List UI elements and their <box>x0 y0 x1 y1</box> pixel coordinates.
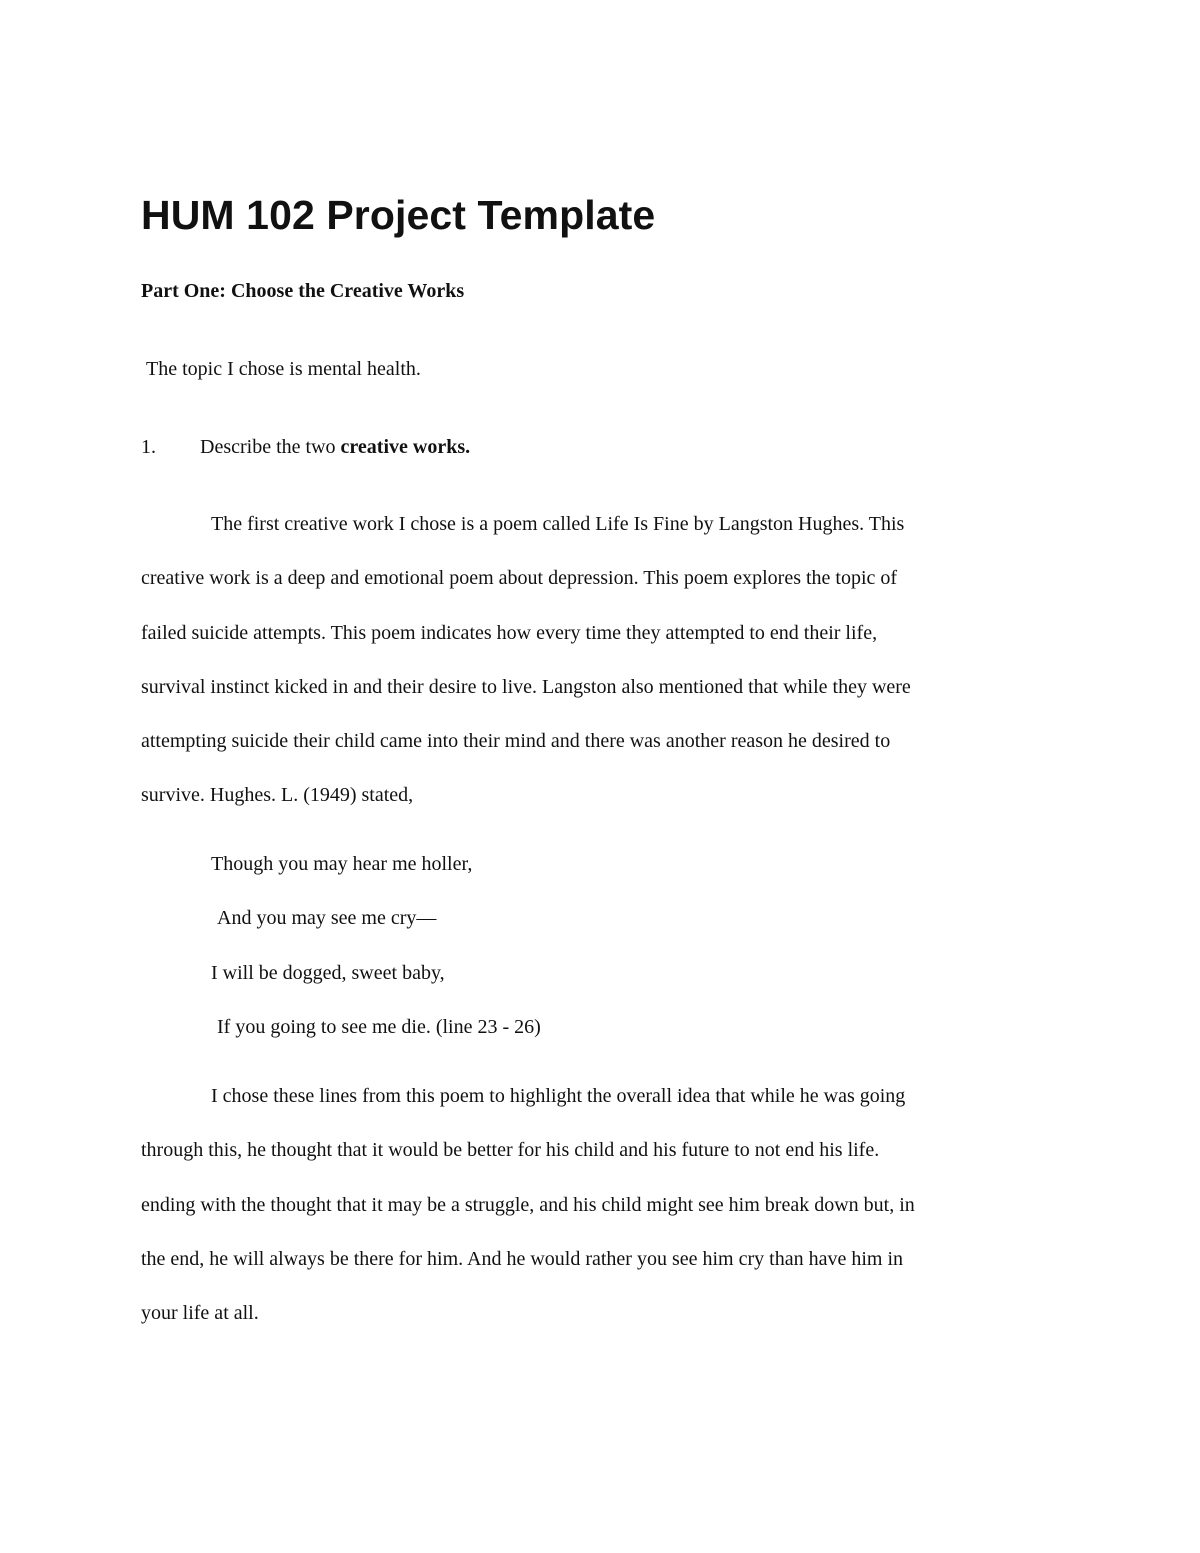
paragraph-creative-work-description <box>141 497 1061 823</box>
paragraph-line: through this, he thought that it would be better for his child and his future to not end his life. <box>141 1139 880 1162</box>
paragraph-line: failed suicide attempts. This poem indicates how every time they attempted to end their life, <box>141 621 878 644</box>
question-text-bold: creative works. <box>340 436 471 458</box>
question-number: 1. <box>141 436 156 458</box>
quote-line: And you may see me cry— <box>217 907 437 930</box>
numbered-question-1 <box>141 433 470 461</box>
paragraph-line: I chose these lines from this poem to highlight the overall idea that while he was going <box>211 1085 906 1107</box>
paragraph-line: ending with the thought that it may be a struggle, and his child might see him break down but, in <box>141 1193 915 1216</box>
paragraph-line: the end, he will always be there for him. And he would rather you see him cry than have him in <box>141 1247 904 1270</box>
section-heading: Part One: Choose the Creative Works <box>141 280 465 302</box>
paragraph-line: creative work is a deep and emotional poem about depression. This poem explores the topic of <box>141 567 898 590</box>
question-text: Describe the two <box>200 436 341 458</box>
poem-quote-block <box>211 837 541 1054</box>
quote-line: If you going to see me die. (line 23 - 26) <box>217 1015 541 1038</box>
paragraph-line: The first creative work I chose is a poem called Life Is Fine by Langston Hughes. This <box>211 513 905 535</box>
paragraph-line: attempting suicide their child came into their mind and there was another reason he desired to <box>141 730 891 753</box>
paragraph-quote-analysis <box>141 1069 1061 1340</box>
paragraph-line: survive. Hughes. L. (1949) stated, <box>141 784 414 807</box>
quote-line: Though you may hear me holler, <box>211 853 473 875</box>
quote-line: I will be dogged, sweet baby, <box>211 961 445 984</box>
topic-statement: The topic I chose is mental health. <box>146 358 421 380</box>
paragraph-line: your life at all. <box>141 1302 259 1325</box>
paragraph-line: survival instinct kicked in and their desire to live. Langston also mentioned that while they were <box>141 675 911 698</box>
document-title: HUM 102 Project Template <box>141 192 656 238</box>
